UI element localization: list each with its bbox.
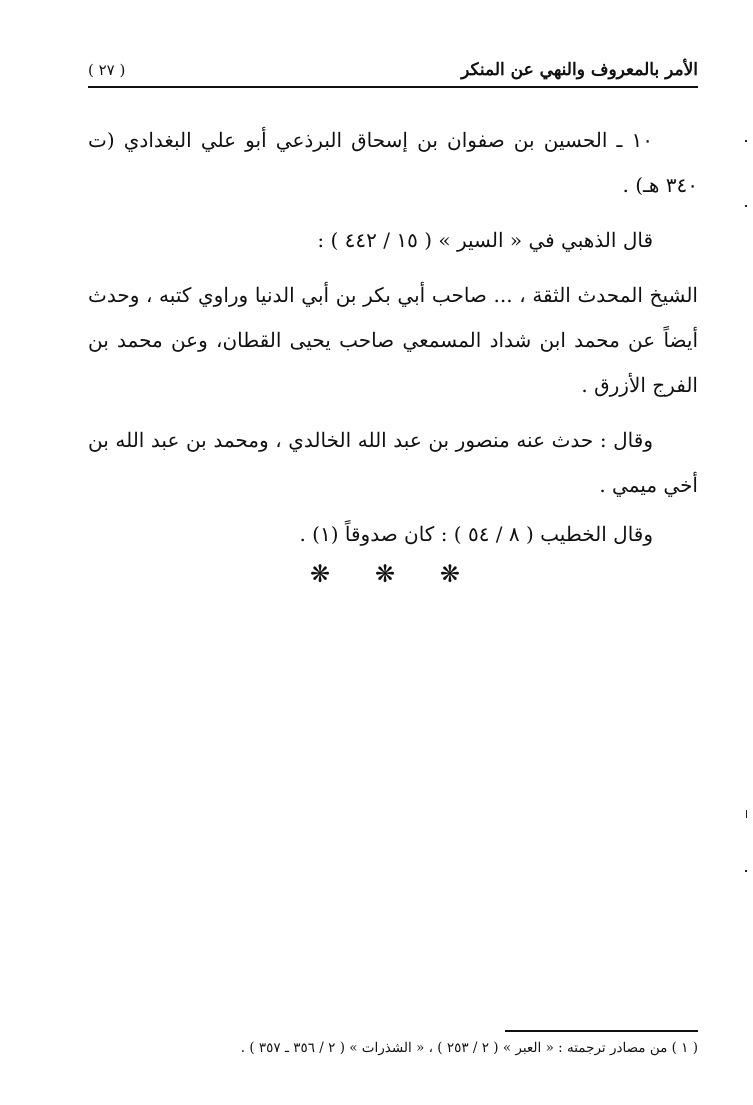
footnote-rule — [505, 1030, 698, 1032]
entry-heading: ١٠ ـ الحسين بن صفوان بن إسحاق البرذعي أبو علي البغدادي (ت ٣٤٠ هـ) . — [88, 128, 698, 197]
scan-speck — [745, 140, 747, 142]
star-ornament-icon: ❋ — [310, 560, 331, 588]
dhahabi-intro: قال الذهبي في « السير » ( ١٥ / ٤٤٢ ) : — [317, 228, 653, 252]
running-title: الأمر بالمعروف والنهي عن المنكر — [461, 60, 698, 80]
dhahabi-quote: الشيخ المحدث الثقة ، ... صاحب أبي بكر بن أبي الدنيا وراوي كتبه ، وحدث أيضاً عن محمد ابن شداد المسمعي صاحب يحيى القطان، وعن محمد بن الفرج الأزرق . — [88, 283, 698, 397]
section-separator — [310, 560, 460, 588]
main-text — [88, 118, 698, 567]
dhahabi-also: وقال : حدث عنه منصور بن عبد الله الخالدي ، ومحمد بن عبد الله بن أخي ميمي . — [88, 428, 698, 497]
scan-speck — [746, 810, 747, 818]
scan-speck — [745, 870, 747, 872]
khatib-quote: وقال الخطيب ( ٨ / ٥٤ ) : كان صدوقاً (١) . — [299, 522, 653, 546]
header-rule — [88, 86, 698, 88]
scan-speck — [745, 205, 747, 207]
page-number: ( ٢٧ ) — [88, 61, 126, 79]
star-ornament-icon: ❋ — [439, 560, 460, 588]
footnote: ( ١ ) من مصادر ترجمته : « العبر » ( ٢ / ٢٥٣ ) ، « الشذرات » ( ٢ / ٣٥٦ ـ ٣٥٧ ) . — [240, 1040, 698, 1056]
page-header — [88, 60, 698, 82]
star-ornament-icon: ❋ — [374, 560, 396, 588]
